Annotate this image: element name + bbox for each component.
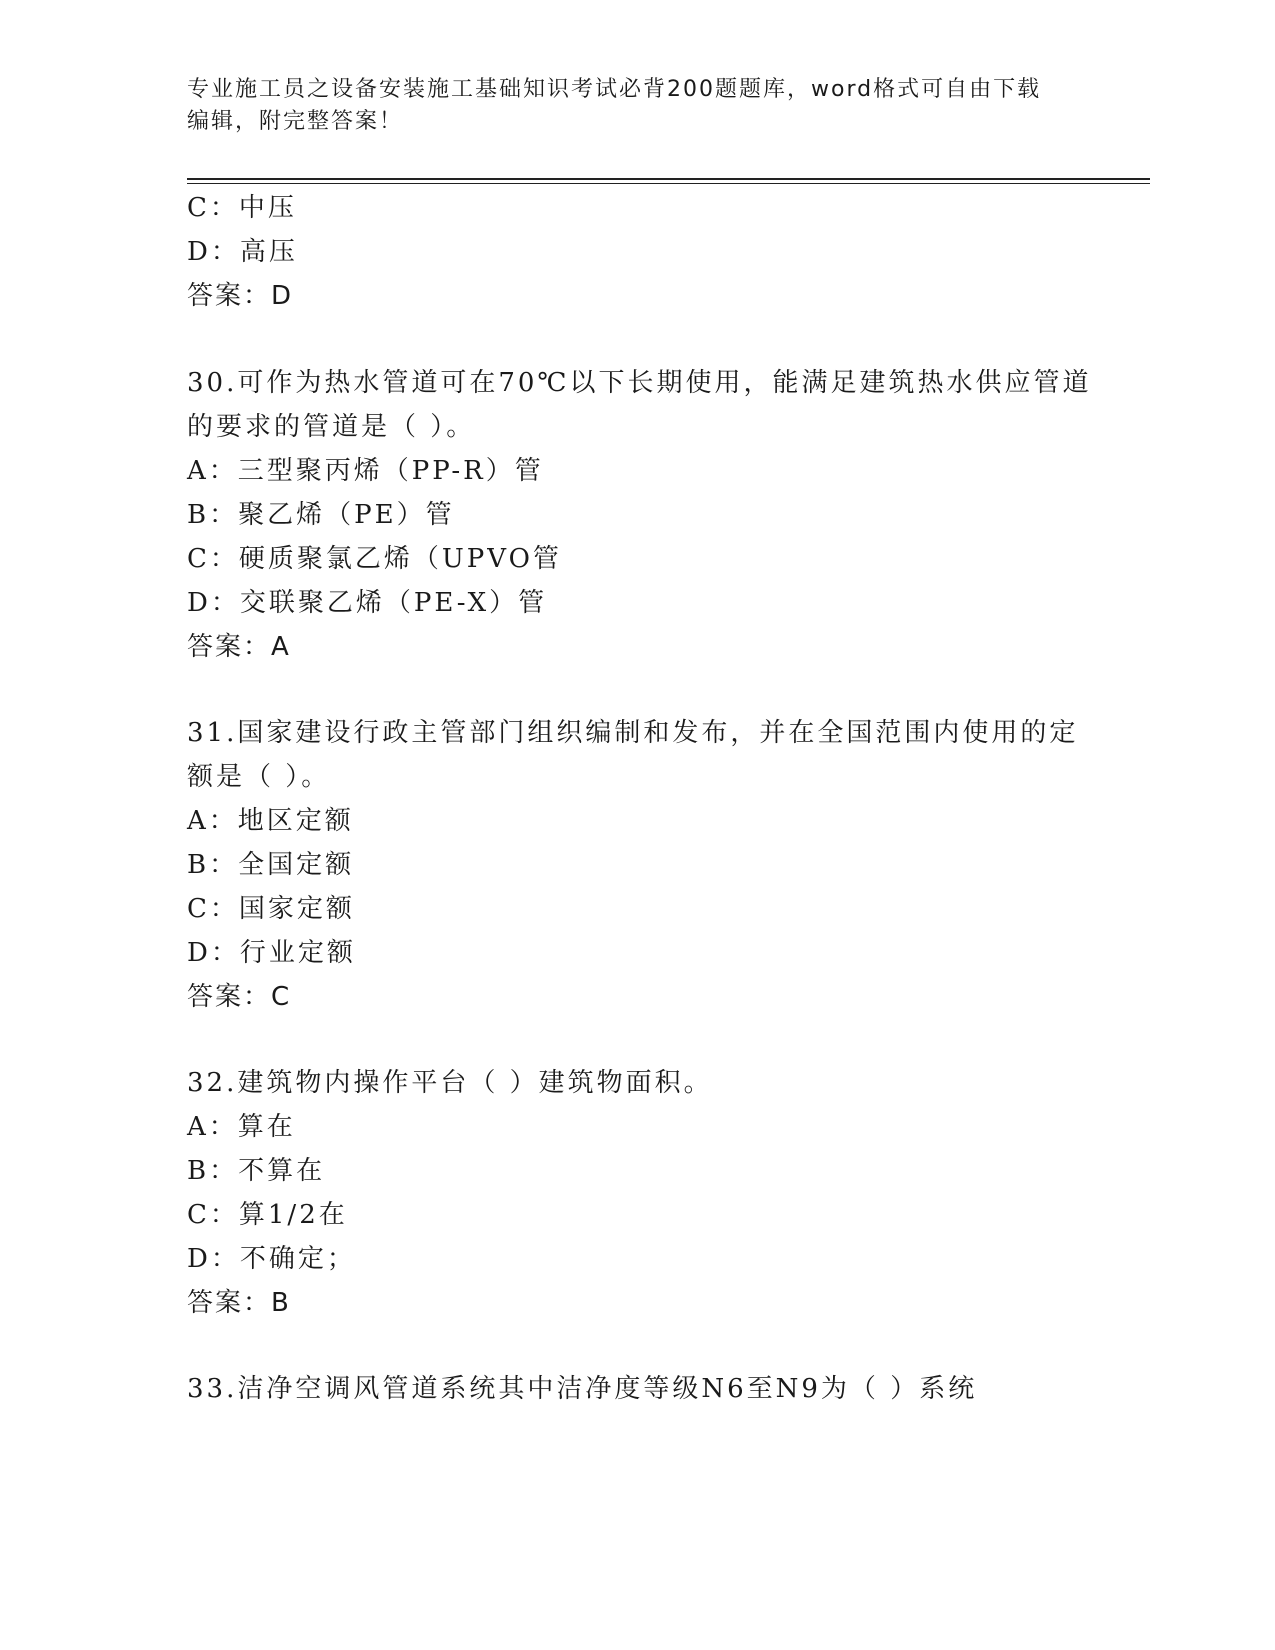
option-line: A：地区定额 — [187, 806, 354, 836]
option-line: B：全国定额 — [187, 850, 355, 880]
question-stem: 额是（ ）。 — [187, 762, 331, 792]
option-line: D：高压 — [187, 237, 298, 267]
answer-line: 答案：A — [187, 632, 291, 662]
option-line: C：算1/2在 — [187, 1200, 348, 1230]
option-line: D：行业定额 — [187, 938, 356, 968]
question-stem: 31.国家建设行政主管部门组织编制和发布，并在全国范围内使用的定 — [187, 718, 1079, 748]
header-divider-thin — [187, 183, 1150, 184]
option-line: D：交联聚乙烯（PE-X）管 — [187, 588, 548, 618]
option-line: C：国家定额 — [187, 894, 355, 924]
option-line: A：算在 — [187, 1112, 296, 1142]
question-stem: 32.建筑物内操作平台（ ）建筑物面积。 — [187, 1068, 713, 1098]
answer-line: 答案：C — [187, 982, 292, 1012]
header-divider-thick — [187, 178, 1150, 180]
header-line-1: 专业施工员之设备安装施工基础知识考试必背200题题库，word格式可自由下载 — [187, 77, 1042, 102]
document-header — [187, 74, 1067, 138]
question-stem: 33.洁净空调风管道系统其中洁净度等级N6至N9为（ ）系统 — [187, 1374, 978, 1404]
option-line: B：不算在 — [187, 1156, 326, 1186]
option-line: A：三型聚丙烯（PP-R）管 — [187, 456, 544, 486]
option-line: C：硬质聚氯乙烯（UPVO管 — [187, 544, 562, 574]
option-line: C：中压 — [187, 193, 297, 223]
answer-line: 答案：D — [187, 281, 294, 311]
answer-line: 答案：B — [187, 1288, 291, 1318]
header-line-2: 编辑，附完整答案！ — [187, 109, 404, 134]
option-line: D：不确定； — [187, 1244, 356, 1274]
question-stem: 的要求的管道是（ ）。 — [187, 412, 476, 442]
question-stem: 30.可作为热水管道可在70℃以下长期使用，能满足建筑热水供应管道 — [187, 368, 1092, 398]
option-line: B：聚乙烯（PE）管 — [187, 500, 455, 530]
